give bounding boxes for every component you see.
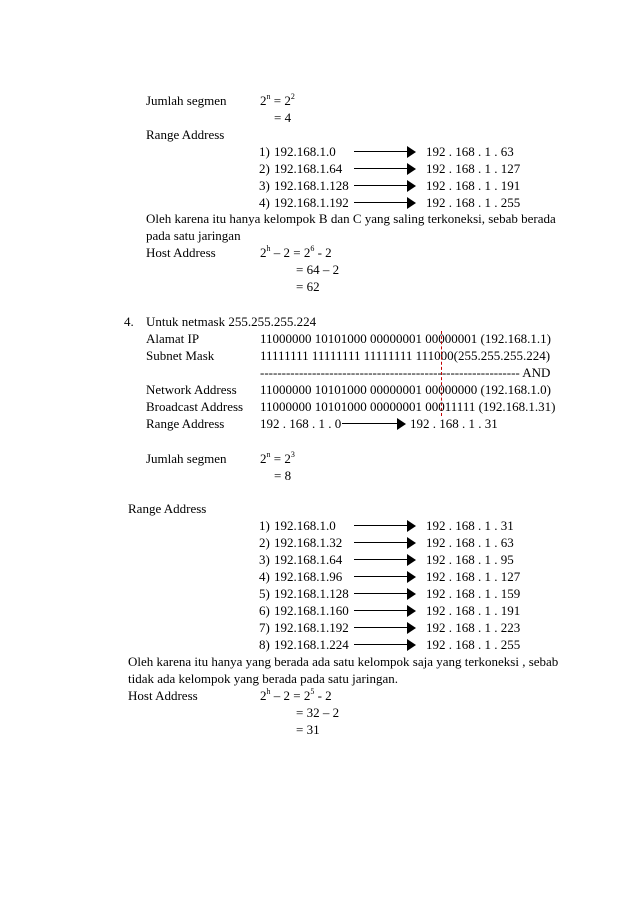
jumlah-segmen-formula-s4: $2^n = 2^3$ [260, 450, 295, 466]
jumlah-segmen-result-s4: = 8 [274, 468, 292, 483]
range-end: 192 . 168 . 1 . 63 [426, 144, 514, 159]
network-address-label: Network Address [146, 382, 237, 397]
broadcast-address-label: Broadcast Address [146, 399, 244, 414]
range-address-label-s4: Range Address [146, 416, 225, 431]
range-address-label: Range Address [146, 127, 225, 142]
range-arrow-icon [354, 605, 416, 617]
host-address-label: Host Address [146, 245, 216, 260]
range-start: 192.168.1.192 [274, 620, 349, 635]
range-number: 1) [259, 518, 270, 533]
range-end: 192 . 168 . 1 . 31 [426, 518, 514, 533]
host-address-label-s4: Host Address [128, 688, 198, 703]
range-end: 192 . 168 . 1 . 255 [426, 195, 521, 210]
range-address-end: 192 . 168 . 1 . 31 [410, 416, 498, 431]
note-line-1: Oleh karena itu hanya kelompok B dan C yang saling terkoneksi, sebab berada [146, 211, 556, 226]
jumlah-segmen-label-s4: Jumlah segmen [146, 451, 227, 466]
range-arrow-icon [354, 520, 416, 532]
alamat-ip-label: Alamat IP [146, 331, 200, 346]
host-address-result-s4: = 31 [296, 722, 320, 737]
host-address-step: = 64 – 2 [296, 262, 340, 277]
range-address-label-s4b: Range Address [128, 501, 207, 516]
range-end: 192 . 168 . 1 . 159 [426, 586, 521, 601]
host-address-step-s4: = 32 – 2 [296, 705, 340, 720]
range-number: 5) [259, 586, 270, 601]
range-start: 192.168.1.224 [274, 637, 349, 652]
note-line-1-s4: Oleh karena itu hanya yang berada ada satu kelompok saja yang terkoneksi , sebab [128, 654, 559, 669]
range-end: 192 . 168 . 1 . 127 [426, 569, 521, 584]
range-start: 192.168.1.128 [274, 178, 349, 193]
range-end: 192 . 168 . 1 . 63 [426, 535, 514, 550]
and-divider: ------------------------------------------------------------ AND [260, 365, 551, 380]
range-arrow-icon [354, 197, 416, 209]
network-address-value: 11000000 10101000 00000001 00000000 (192.168.1.0) [260, 382, 551, 397]
range-number: 4) [259, 569, 270, 584]
range-end: 192 . 168 . 1 . 127 [426, 161, 521, 176]
range-arrow-icon [354, 537, 416, 549]
range-number: 7) [259, 620, 270, 635]
section-heading: Untuk netmask 255.255.255.224 [146, 314, 317, 329]
alamat-ip-value: 11000000 10101000 00000001 00000001 (192.168.1.1) [260, 331, 551, 346]
subnet-mask-value: 11111111 11111111 11111111 111000(255.255.255.224) [260, 348, 551, 363]
range-start: 192.168.1.128 [274, 586, 349, 601]
range-start: 192.168.1.32 [274, 535, 343, 550]
range-arrow-icon [354, 180, 416, 192]
range-start: 192.168.1.64 [274, 161, 343, 176]
host-address-formula: $2^h - 2 = 2^6 - 2$ [260, 244, 332, 260]
range-arrow-icon [354, 163, 416, 175]
note-line-2-s4: tidak ada kelompok yang berada pada satu jaringan. [128, 671, 399, 686]
range-arrow-icon [354, 588, 416, 600]
range-end: 192 . 168 . 1 . 255 [426, 637, 521, 652]
range-number: 6) [259, 603, 270, 618]
range-start: 192.168.1.160 [274, 603, 349, 618]
range-start: 192.168.1.192 [274, 195, 349, 210]
range-start: 192.168.1.64 [274, 552, 343, 567]
range-arrow-icon [354, 146, 416, 158]
range-number: 2) [259, 535, 270, 550]
range-arrow-icon [354, 622, 416, 634]
range-start: 192.168.1.96 [274, 569, 343, 584]
range-address-start: 192 . 168 . 1 . 0 [260, 416, 342, 431]
section-number: 4. [124, 314, 134, 329]
jumlah-segmen-formula: $2^n = 2^2$ [260, 92, 295, 108]
range-end: 192 . 168 . 1 . 191 [426, 603, 521, 618]
range-arrow-icon [354, 571, 416, 583]
range-number: 3) [259, 552, 270, 567]
host-address-formula-s4: $2^h - 2 = 2^5 - 2$ [260, 687, 332, 703]
range-arrow-icon [354, 554, 416, 566]
range-start: 192.168.1.0 [274, 518, 336, 533]
range-end: 192 . 168 . 1 . 191 [426, 178, 521, 193]
range-start: 192.168.1.0 [274, 144, 336, 159]
range-end: 192 . 168 . 1 . 223 [426, 620, 521, 635]
host-address-result: = 62 [296, 279, 320, 294]
range-number: 3) [259, 178, 270, 193]
range-end: 192 . 168 . 1 . 95 [426, 552, 514, 567]
subnet-mask-label: Subnet Mask [146, 348, 215, 363]
note-line-2: pada satu jaringan [146, 228, 241, 243]
range-number: 8) [259, 637, 270, 652]
range-arrow-icon [342, 418, 406, 430]
jumlah-segmen-result: = 4 [274, 110, 292, 125]
range-number: 4) [259, 195, 270, 210]
broadcast-address-value: 11000000 10101000 00000001 00011111 (192.168.1.31) [260, 399, 556, 414]
range-number: 1) [259, 144, 270, 159]
range-number: 2) [259, 161, 270, 176]
jumlah-segmen-label: Jumlah segmen [146, 93, 227, 108]
range-arrow-icon [354, 639, 416, 651]
